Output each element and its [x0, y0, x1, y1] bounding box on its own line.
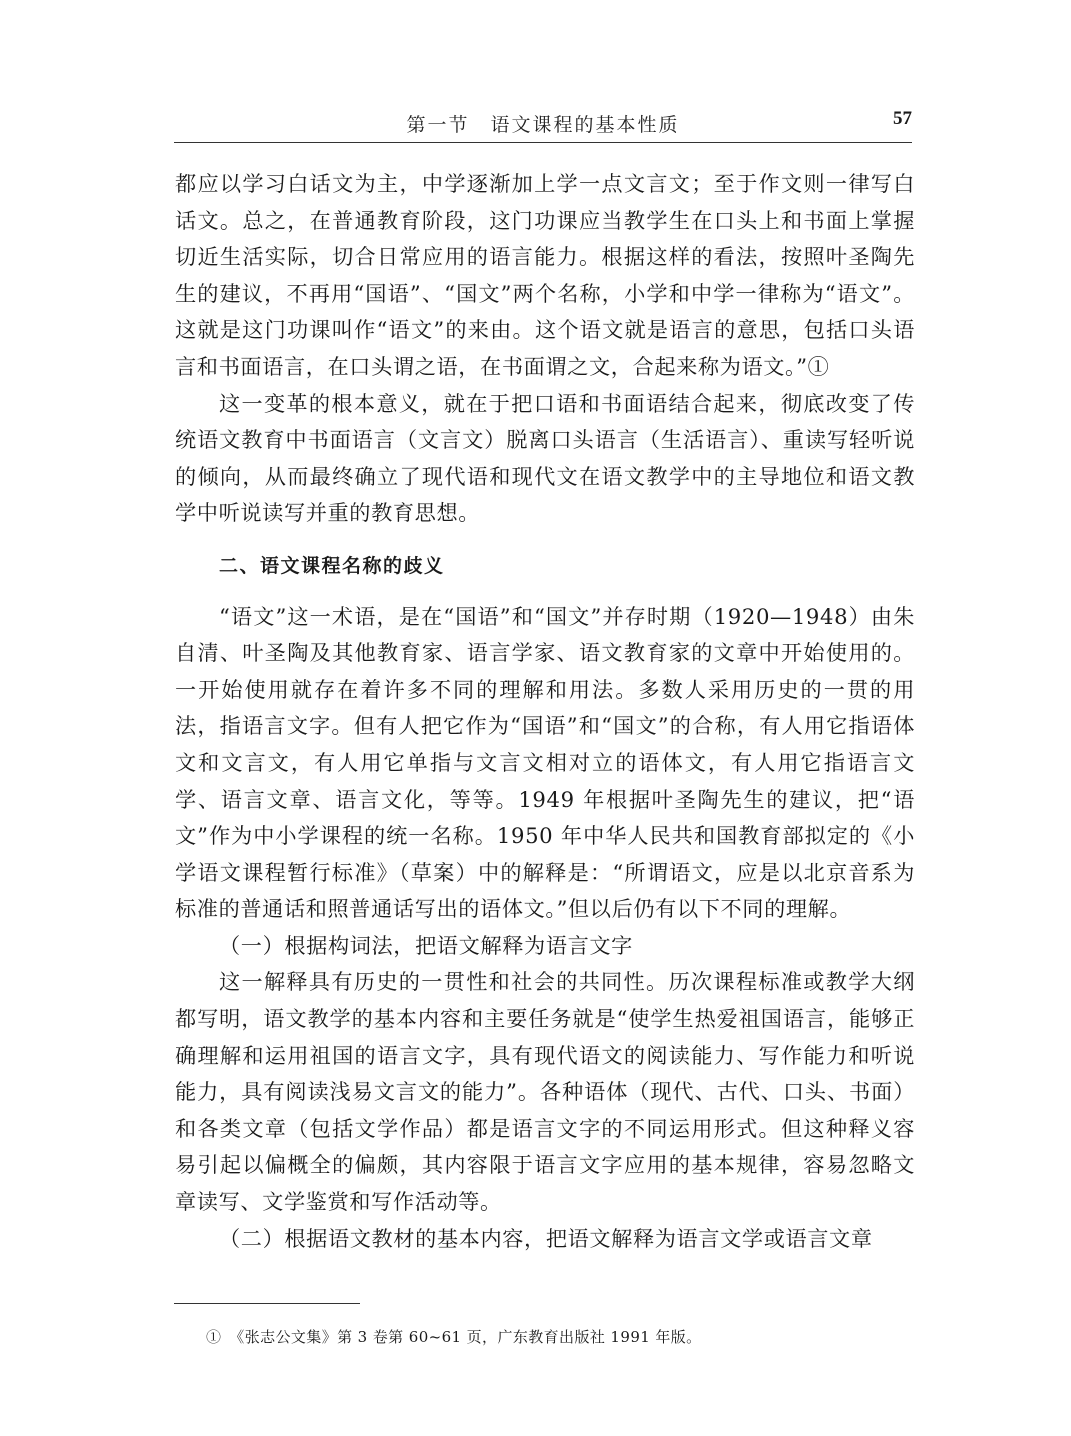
sub-heading: （二）根据语文教材的基本内容，把语文解释为语言文学或语言文章: [219, 1225, 873, 1251]
paragraph-continued: 都应以学习白话文为主，中学逐渐加上学一点文言文；至于作文则一律写白话文。总之，在普通教育阶段，这门功课应当教学生在口头上和书面上掌握切近生活实际，切合日常应用的语言能力。根据这样的看法，按照叶圣陶先生的建议，不再用“国语”、“国文”两个名称，小学和中学一律称为“语文”。这就是这门功课叫作“语文”的来由。这个语文就是语言的意思，包括口头语言和书面语言，在口头谓之语，在书面谓之文，合起来称为语文。”①: [175, 171, 915, 379]
paragraph: 这一变革的根本意义，就在于把口语和书面语结合起来，彻底改变了传统语文教育中书面语言（文言文）脱离口头语言（生活语言）、重读写轻听说的倾向，从而最终确立了现代语和现代文在语文教学中的主导地位和语文教学中听说读写并重的教育思想。: [175, 390, 915, 526]
section-heading: 二、语文课程名称的歧义: [219, 554, 445, 577]
body-text: [175, 166, 915, 1257]
footnote: ① 《张志公文集》第 3 卷第 60~61 页，广东教育出版社 1991 年版。: [206, 1328, 702, 1346]
paragraph: “语文”这一术语，是在“国语”和“国文”并存时期（1920—1948）由朱自清、叶圣陶及其他教育家、语言学家、语文教育家的文章中开始使用的。一开始使用就存在着许多不同的理解和用法。多数人采用历史的一贯的用法，指语言文字。但有人把它作为“国语”和“国文”的合称，有人用它指语体文和文言文，有人用它单指与文言文相对立的语体文，有人用它指语言文学、语言文章、语言文化，等等。1949 年根据叶圣陶先生的建议，把“语文”作为中小学课程的统一名称。1950 年中华人民共和国教育部拟定的《小学语文课程暂行标准》（草案）中的解释是：“所谓语文，应是以北京音系为标准的普通话和照普通话写出的语体文。”但以后仍有以下不同的理解。: [175, 603, 915, 922]
running-head: [174, 108, 912, 140]
footnote-rule: [174, 1303, 360, 1304]
header-rule: [174, 142, 912, 143]
paragraph: 这一解释具有历史的一贯性和社会的共同性。历次课程标准或教学大纲都写明，语文教学的基本内容和主要任务就是“使学生热爱祖国语言，能够正确理解和运用祖国的语言文字，具有现代语文的阅读能力、写作能力和听说能力，具有阅读浅易文言文的能力”。各种语体（现代、古代、口头、书面）和各类文章（包括文学作品）都是语言文字的不同运用形式。但这种释义容易引起以偏概全的偏颇，其内容限于语言文字应用的基本规律，容易忽略文章读写、文学鉴赏和写作活动等。: [175, 969, 915, 1215]
sub-heading: （一）根据构词法，把语文解释为语言文字: [219, 932, 633, 958]
page-number: 57: [893, 108, 912, 129]
running-title: 第一节 语文课程的基本性质: [406, 114, 680, 136]
